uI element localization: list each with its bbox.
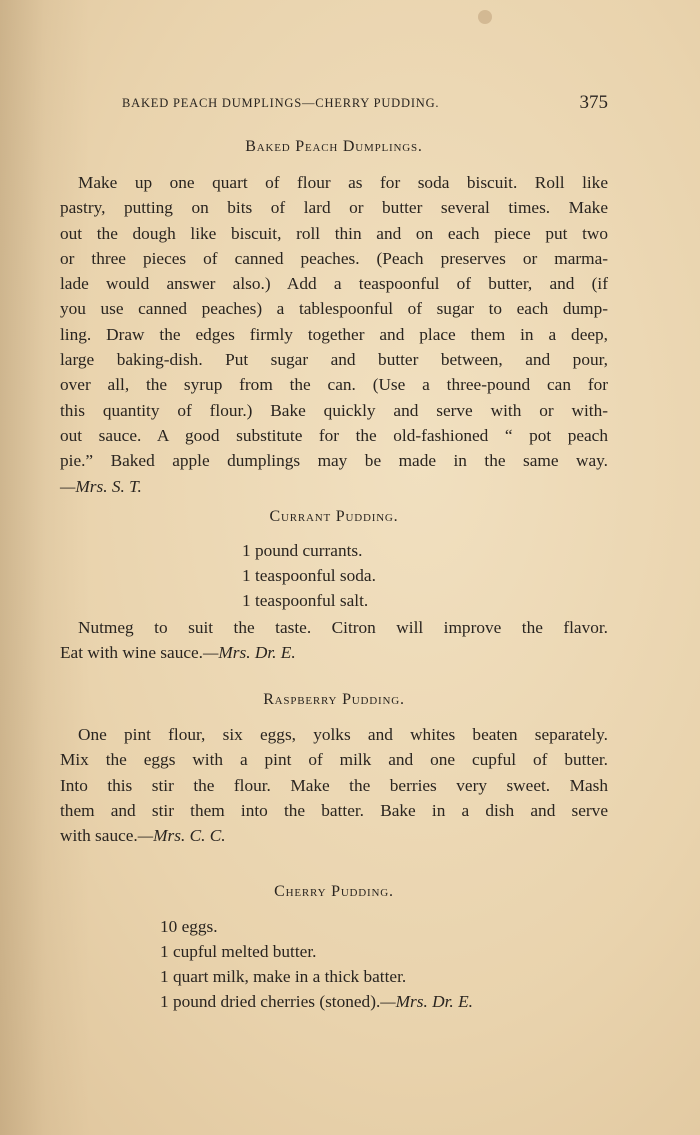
page-number: 375 xyxy=(579,92,608,113)
text-line: lade would answer also.) Add a teaspoonful of butter, and (if xyxy=(60,274,608,294)
ingredient-item: 1 pound dried cherries (stoned). xyxy=(160,992,381,1011)
text-line: Mix the eggs with a pint of milk and one cupful of butter. xyxy=(60,750,608,770)
text-line: out sauce. A good substitute for the old-fashioned “ pot peach xyxy=(60,425,608,445)
recipe-heading: Baked Peach Dumplings. xyxy=(245,138,423,155)
recipe-heading: Currant Pudding. xyxy=(269,508,399,525)
ingredient-item: 1 quart milk, make in a thick batter. xyxy=(160,967,407,986)
text-line: ling. Draw the edges firmly together and place them in a deep, xyxy=(60,324,608,344)
recipe-attribution: —Mrs. S. T. xyxy=(60,476,142,496)
recipe-body xyxy=(60,722,608,848)
recipe-body xyxy=(60,170,608,499)
text-line: you use canned peaches) a tablespoonful of sugar to each dump- xyxy=(60,299,608,319)
text-line: Into this stir the flour. Make the berries very sweet. Mash xyxy=(60,775,608,795)
text-line: large baking-dish. Put sugar and butter between, and pour, xyxy=(60,350,608,370)
recipe-heading: Cherry Pudding. xyxy=(274,883,394,900)
recipe-raspberry-pudding xyxy=(60,690,608,848)
ingredient-list xyxy=(60,914,608,1014)
ingredient-item: 1 teaspoonful salt. xyxy=(242,591,369,610)
text-line: Nutmeg to suit the taste. Citron will improve the flavor. xyxy=(78,618,608,637)
text-line-with-attribution xyxy=(60,640,608,665)
ingredient-item: 10 eggs. xyxy=(160,917,218,936)
text-line: Eat with wine sauce. xyxy=(60,643,204,663)
text-line-with-attribution xyxy=(60,823,608,848)
text-line: Make up one quart of flour as for soda biscuit. Roll like xyxy=(78,173,608,192)
text-line: or three pieces of canned peaches. (Peach preserves or marma- xyxy=(60,248,608,268)
recipe-attribution: —Mrs. Dr. E. xyxy=(203,643,296,663)
recipe-heading: Raspberry Pudding. xyxy=(263,691,405,708)
paper-stain xyxy=(478,10,492,24)
running-head xyxy=(122,92,608,116)
recipe-body xyxy=(60,615,608,666)
recipe-cherry-pudding xyxy=(60,882,608,1014)
text-line: pie.” Baked apple dumplings may be made in the same way. xyxy=(60,451,608,471)
text-line: over all, the syrup from the can. (Use a three-pound can for xyxy=(60,375,608,395)
ingredient-item: 1 teaspoonful soda. xyxy=(242,566,376,585)
ingredient-item-with-attribution xyxy=(160,989,608,1014)
recipe-currant-pudding xyxy=(60,507,608,666)
text-line: them and stir them into the batter. Bake in a dish and serve xyxy=(60,800,608,820)
recipe-attribution: —Mrs. Dr. E. xyxy=(380,992,473,1011)
text-line: out the dough like biscuit, roll thin and on each piece put two xyxy=(60,223,608,243)
ingredient-item: 1 pound currants. xyxy=(242,541,363,560)
recipe-attribution: —Mrs. C. C. xyxy=(137,826,226,846)
text-line: this quantity of flour.) Bake quickly and serve with or with- xyxy=(60,400,608,420)
running-title: BAKED PEACH DUMPLINGS—CHERRY PUDDING. xyxy=(122,96,440,110)
ingredient-item: 1 cupful melted butter. xyxy=(160,942,317,961)
ingredient-list xyxy=(60,538,608,613)
text-line: One pint flour, six eggs, yolks and whites beaten separately. xyxy=(78,725,608,744)
text-line: with sauce. xyxy=(60,826,138,846)
text-line: pastry, putting on bits of lard or butter several times. Make xyxy=(60,198,608,218)
recipe-baked-peach-dumplings xyxy=(60,137,608,499)
